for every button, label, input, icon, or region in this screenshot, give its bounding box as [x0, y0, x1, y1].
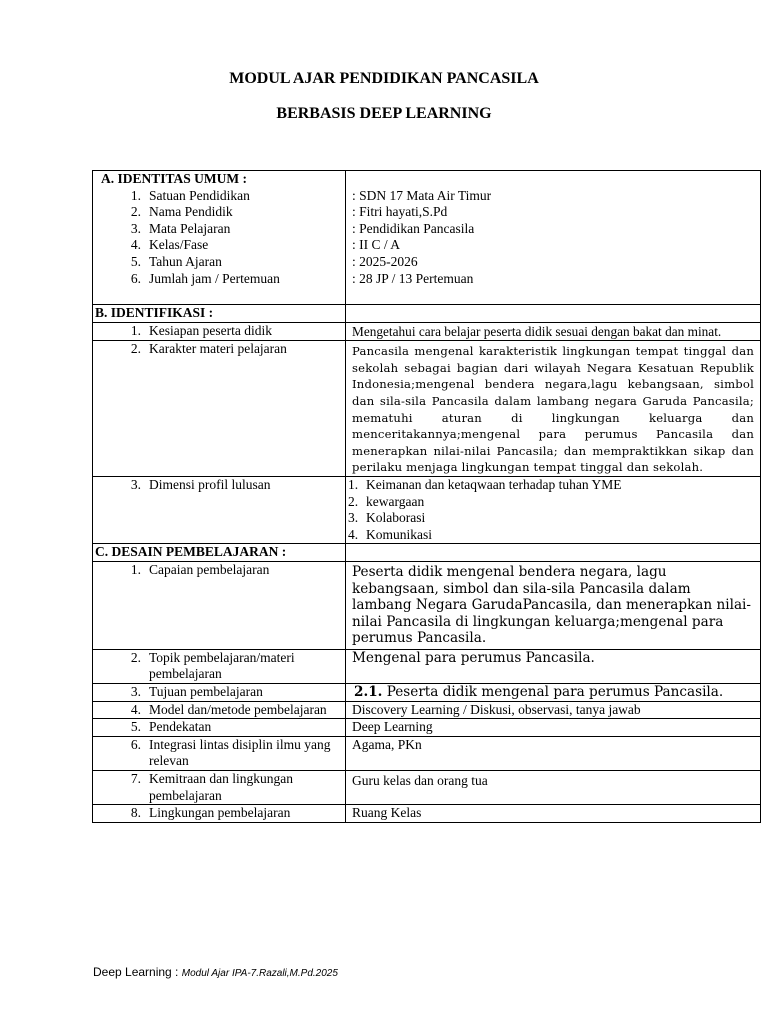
- identity-label-5: 5. Tahun Ajaran: [130, 253, 222, 269]
- identifikasi-row-3: 3. Dimensi profil lulusan 1. Keimanan dan ketaqwaan terhadap tuhan YME 2. kewargaan 3. Kolaborasi 4. Komunikasi: [93, 476, 761, 543]
- desain-row-8: 8. Lingkungan pembelajaran Ruang Kelas: [93, 805, 761, 823]
- identifikasi-label-2: Karakter materi pelajaran: [149, 341, 287, 357]
- identifikasi-label-3: Dimensi profil lulusan: [149, 476, 271, 492]
- section-c-heading-row: [93, 544, 761, 562]
- desain-value-6: Agama, PKn: [346, 736, 761, 770]
- desain-label-4: Model dan/metode pembelajaran: [149, 701, 327, 717]
- desain-label-7: Kemitraan dan lingkungan pembelajaran: [149, 771, 293, 803]
- identity-label-4: 4. Kelas/Fase: [130, 237, 209, 253]
- desain-row-7: 7. Kemitraan dan lingkungan pembelajaran Guru kelas dan orang tua: [93, 771, 761, 805]
- profil-item: 4. Komunikasi: [348, 526, 432, 542]
- section-c-heading: C. DESAIN PEMBELAJARAN :: [93, 544, 346, 562]
- identity-value-5: : 2025-2026: [352, 253, 418, 269]
- identifikasi-value-1: Mengetahui cara belajar peserta didik sesuai dengan bakat dan minat.: [346, 322, 761, 341]
- section-a-heading: A. IDENTITAS UMUM :: [101, 171, 248, 186]
- identity-value-3: : Pendidikan Pancasila: [352, 220, 475, 236]
- identity-label-3: 3. Mata Pelajaran: [130, 220, 231, 236]
- identity-label-1: 1. Satuan Pendidikan: [130, 187, 250, 203]
- identity-value-2: : Fitri hayati,S.Pd: [352, 204, 448, 220]
- desain-label-5: Pendekatan: [149, 719, 212, 735]
- identity-value-6: : 28 JP / 13 Pertemuan: [352, 270, 474, 286]
- desain-value-2: Mengenal para perumus Pancasila.: [346, 649, 761, 683]
- section-b-heading-row: [93, 305, 761, 323]
- desain-label-3: Tujuan pembelajaran: [149, 684, 263, 700]
- desain-label-1: Capaian pembelajaran: [149, 561, 270, 577]
- document-subtitle: BERBASIS DEEP LEARNING: [276, 105, 492, 122]
- desain-row-5: 5. Pendekatan Deep Learning: [93, 719, 761, 737]
- identifikasi-row-2: 2. Karakter materi pelajaran Pancasila mengenal karakteristik lingkungan tempat tinggal dan sekolah sebagai bagian dari wilayah Negara Kesatuan Republik Indonesia;mengenal bendera negara,lagu kebangsaan, simbol dan sila-sila Pancasila dalam lambang negara Garuda Pancasila; mematuhi aturan di lingkungan keluarga dan menceritakannya;mengenal para perumus Pancasila dan menerapkan nilai-nilai Pancasila; dan mempraktikkan sikap dan perilaku menjaga lingkungan tempat tinggal dan sekolah.: [93, 341, 761, 477]
- desain-row-2: 2. Topik pembelajaran/materi pembelajaran Mengenal para perumus Pancasila.: [93, 649, 761, 683]
- desain-value-7: Guru kelas dan orang tua: [346, 771, 761, 805]
- footer-note: Modul Ajar IPA-7.Razali,M.Pd.2025: [181, 968, 338, 979]
- desain-row-1: 1. Capaian pembelajaran Peserta didik mengenal bendera negara, lagu kebangsaan, simbol dan sila-sila Pancasila dalam lambang Negara GarudaPancasila, dan menerapkan nilai- nilai Pancasila di lingkungan keluarga;mengenal para perumus Pancasila.: [93, 561, 761, 649]
- identifikasi-label-1: Kesiapan peserta didik: [149, 322, 272, 338]
- identity-value-1: : SDN 17 Mata Air Timur: [352, 187, 492, 203]
- desain-value-3: 2.1. Peserta didik mengenal para perumus Pancasila.: [346, 684, 761, 702]
- profil-item: 2. kewargaan: [348, 493, 425, 509]
- profil-list: [348, 477, 754, 543]
- document-title: MODUL AJAR PENDIDIKAN PANCASILA: [229, 70, 539, 87]
- identifikasi-row-1: 1. Kesiapan peserta didik Mengetahui cara belajar peserta didik sesuai dengan bakat dan minat.: [93, 322, 761, 341]
- desain-row-4: 4. Model dan/metode pembelajaran Discovery Learning / Diskusi, observasi, tanya jawab: [93, 701, 761, 719]
- desain-label-6: Integrasi lintas disiplin ilmu yang relevan: [149, 736, 331, 769]
- identity-label-6: 6. Jumlah jam / Pertemuan: [130, 270, 280, 286]
- section-a-row: [93, 171, 761, 305]
- desain-row-3: 3. Tujuan pembelajaran 2.1. Peserta didik mengenal para perumus Pancasila.: [93, 684, 761, 702]
- module-table: [92, 170, 761, 823]
- desain-label-8: Lingkungan pembelajaran: [149, 805, 291, 821]
- desain-value-1: Peserta didik mengenal bendera negara, lagu kebangsaan, simbol dan sila-sila Pancasila dalam lambang Negara GarudaPancasila, dan menerapkan nilai- nilai Pancasila di lingkungan keluarga;mengenal para perumus Pancasila.: [346, 561, 761, 649]
- desain-value-4: Discovery Learning / Diskusi, observasi, tanya jawab: [346, 701, 761, 719]
- desain-row-6: 6. Integrasi lintas disiplin ilmu yang relevan Agama, PKn: [93, 736, 761, 770]
- profil-item: 3. Kolaborasi: [348, 510, 426, 526]
- desain-label-2: Topik pembelajaran/materi pembelajaran: [149, 649, 295, 682]
- page-footer: [93, 965, 338, 979]
- identity-label-2: 2. Nama Pendidik: [130, 204, 233, 220]
- identifikasi-value-2: Pancasila mengenal karakteristik lingkungan tempat tinggal dan sekolah sebagai bagian dari wilayah Negara Kesatuan Republik Indonesia;mengenal bendera negara,lagu kebangsaan, simbol dan sila-sila Pancasila dalam lambang negara Garuda Pancasila; mematuhi aturan di lingkungan keluarga dan menceritakannya;mengenal para perumus Pancasila dan menerapkan nilai-nilai Pancasila; dan mempraktikkan sikap dan perilaku menjaga lingkungan tempat tinggal dan sekolah.: [346, 341, 761, 477]
- profil-item: 1. Keimanan dan ketaqwaan terhadap tuhan YME: [348, 476, 622, 492]
- desain-value-5: Deep Learning: [346, 719, 761, 737]
- footer-label: Deep Learning :: [93, 965, 182, 979]
- section-b-heading: B. IDENTIFIKASI :: [93, 305, 346, 323]
- desain-value-8: Ruang Kelas: [346, 805, 761, 823]
- identity-value-4: : II C / A: [352, 237, 401, 253]
